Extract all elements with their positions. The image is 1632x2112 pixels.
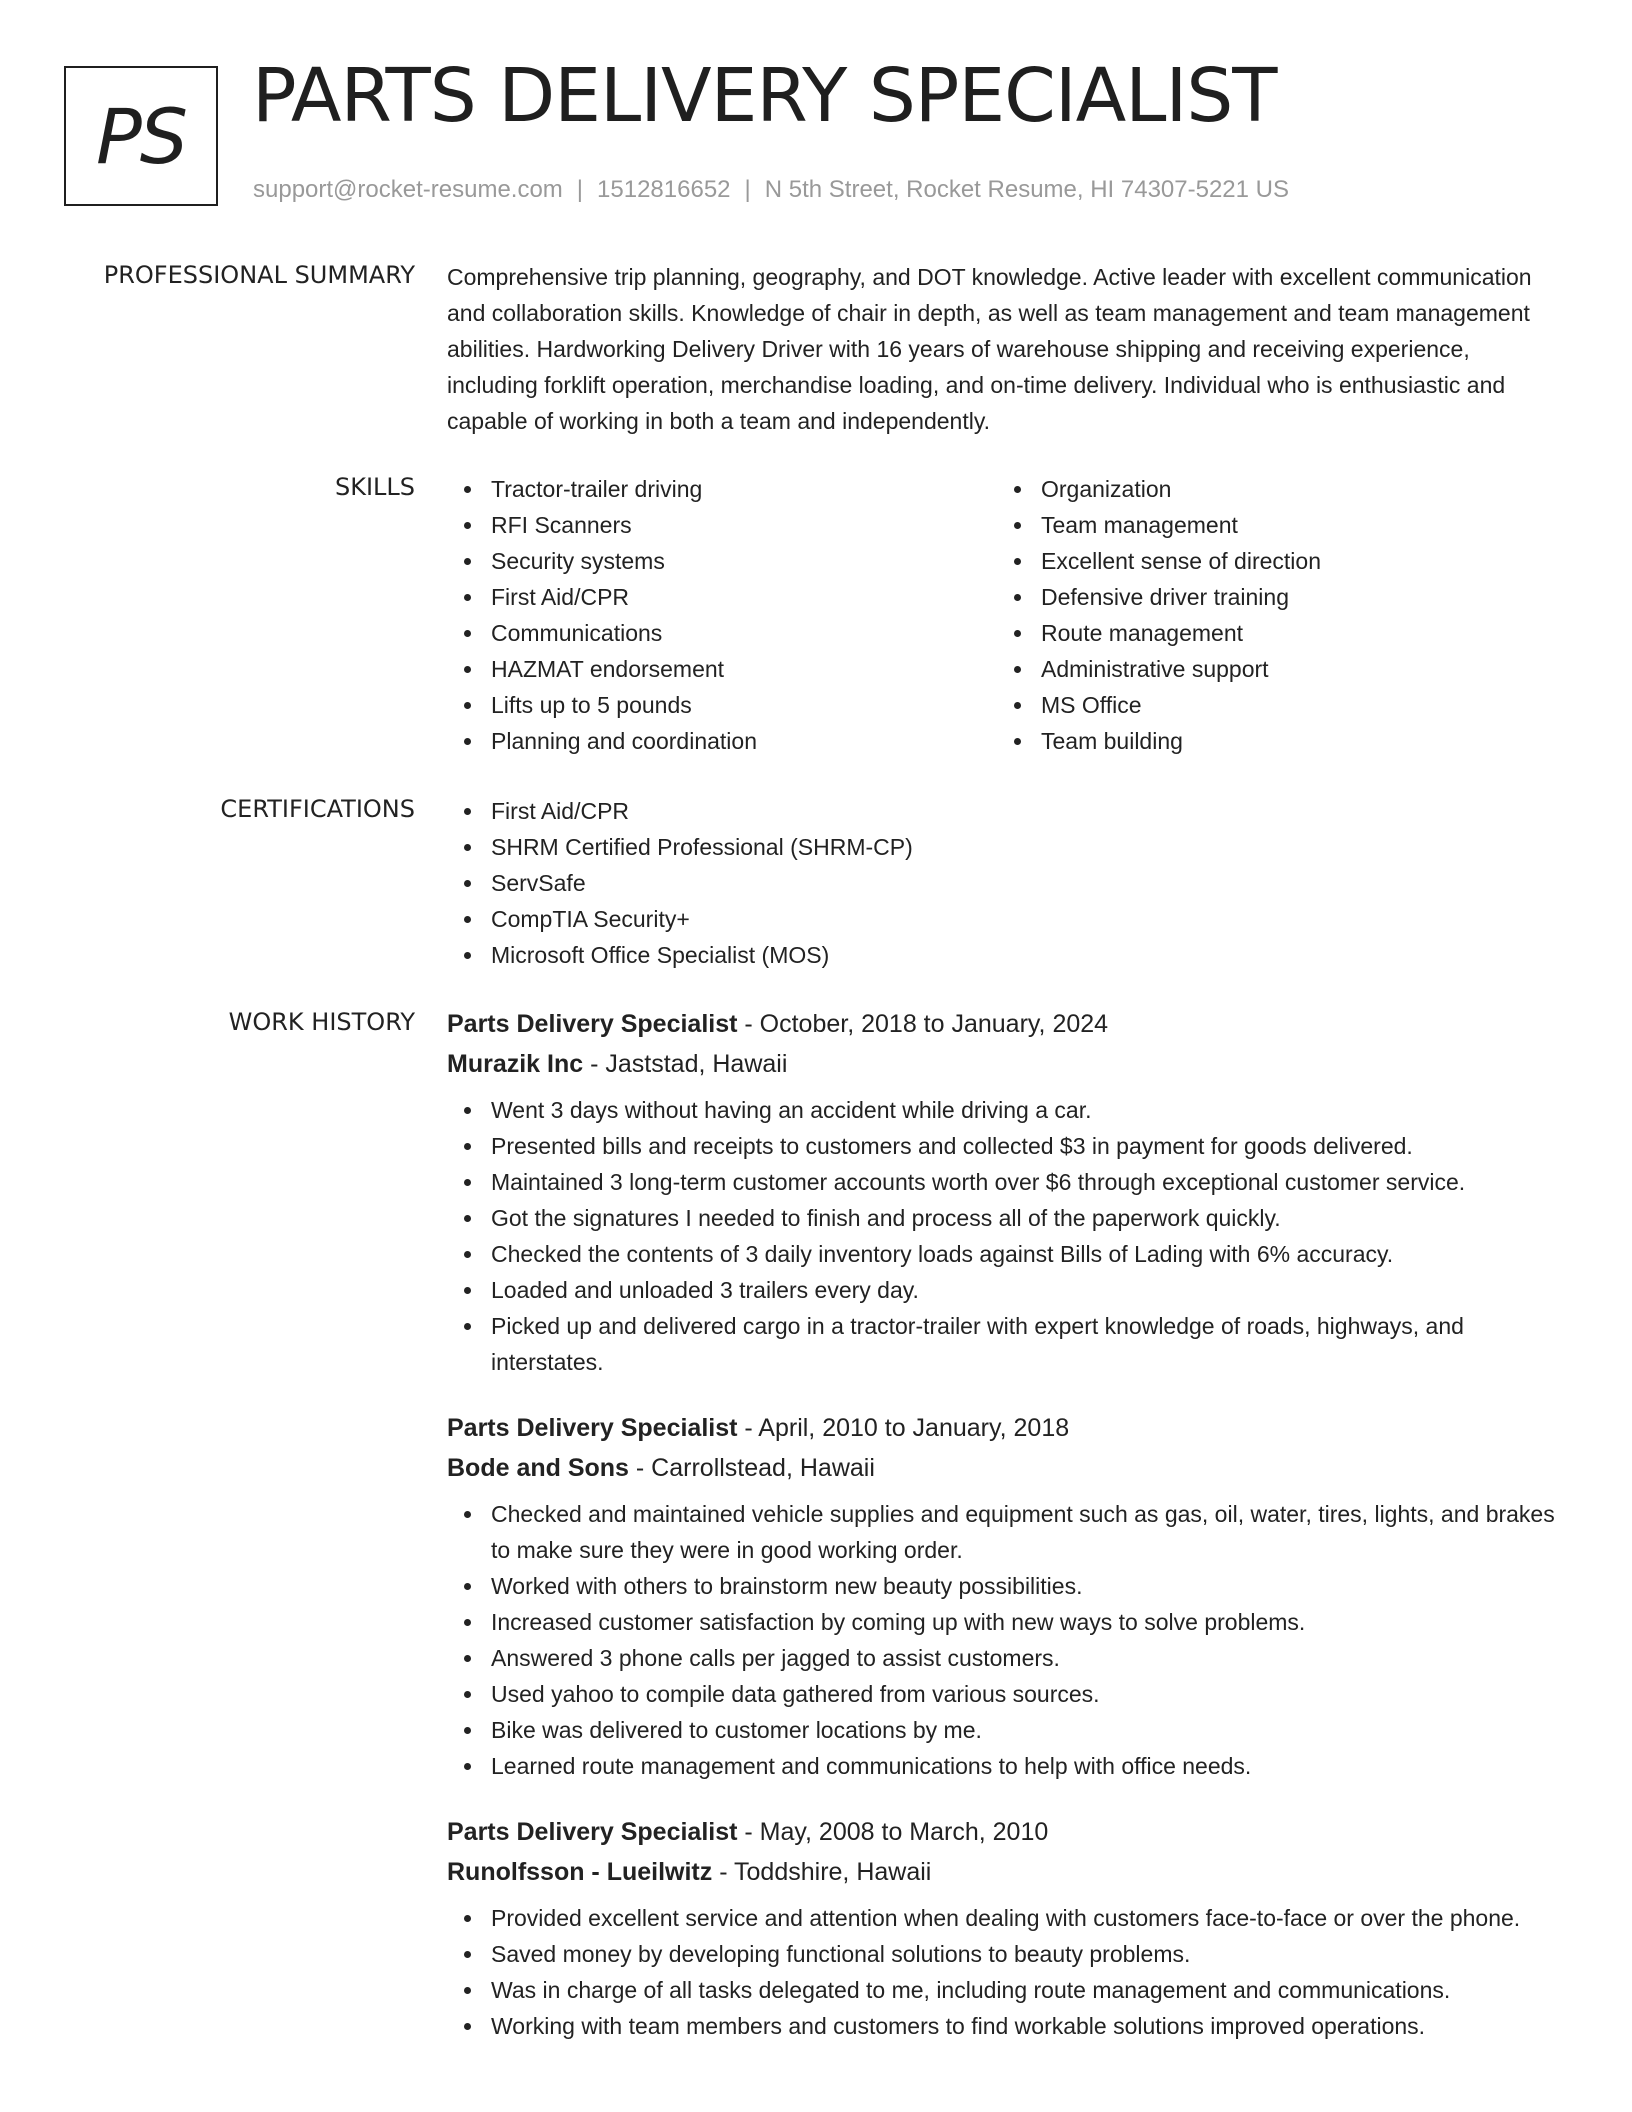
job-entry	[447, 1812, 1557, 2044]
section-label-skills: SKILLS	[334, 473, 415, 501]
list-item: Loaded and unloaded 3 trailers every day.	[447, 1272, 1557, 1308]
contact-line	[253, 176, 1289, 204]
job-company-line	[447, 1044, 1557, 1084]
list-item: Learned route management and communications to help with office needs.	[447, 1748, 1557, 1784]
job-company-line	[447, 1448, 1557, 1488]
list-item: Communications	[447, 615, 997, 651]
job-duties-list	[447, 1092, 1557, 1380]
list-item: MS Office	[997, 687, 1547, 723]
list-item: Organization	[997, 471, 1547, 507]
skills-section	[447, 471, 1557, 759]
contact-phone: 1512816652	[597, 176, 731, 203]
job-entry	[447, 1408, 1557, 1784]
job-location: - Carrollstead, Hawaii	[628, 1454, 875, 1482]
list-item: Provided excellent service and attention when dealing with customers face-to-face or over the phone.	[447, 1900, 1557, 1936]
list-item: SHRM Certified Professional (SHRM-CP)	[447, 829, 1557, 865]
job-duties-list	[447, 1496, 1557, 1784]
skills-column-right	[997, 471, 1547, 759]
list-item: Tractor-trailer driving	[447, 471, 997, 507]
list-item: Used yahoo to compile data gathered from various sources.	[447, 1676, 1557, 1712]
list-item: Increased customer satisfaction by coming up with new ways to solve problems.	[447, 1604, 1557, 1640]
job-title: Parts Delivery Specialist	[447, 1414, 738, 1442]
job-location: - Toddshire, Hawaii	[712, 1858, 932, 1886]
job-location: - Jaststad, Hawaii	[583, 1050, 788, 1078]
list-item: Microsoft Office Specialist (MOS)	[447, 937, 1557, 973]
job-entry	[447, 1004, 1557, 1380]
job-company: Bode and Sons	[447, 1454, 629, 1482]
list-item: Lifts up to 5 pounds	[447, 687, 997, 723]
list-item: Picked up and delivered cargo in a tractor-trailer with expert knowledge of roads, highways, and interstates.	[447, 1308, 1557, 1380]
list-item: Presented bills and receipts to customers and collected $3 in payment for goods delivered.	[447, 1128, 1557, 1164]
list-item: Planning and coordination	[447, 723, 997, 759]
job-company: Murazik Inc	[447, 1050, 584, 1078]
job-title-line	[447, 1812, 1557, 1852]
list-item: Answered 3 phone calls per jagged to assist customers.	[447, 1640, 1557, 1676]
list-item: HAZMAT endorsement	[447, 651, 997, 687]
section-label-certifications: CERTIFICATIONS	[220, 795, 415, 823]
list-item: Defensive driver training	[997, 579, 1547, 615]
list-item: Excellent sense of direction	[997, 543, 1547, 579]
work-history-section	[447, 1004, 1557, 2072]
job-dates: - May, 2008 to March, 2010	[737, 1818, 1049, 1846]
list-item: Maintained 3 long-term customer accounts worth over $6 through exceptional customer service.	[447, 1164, 1557, 1200]
list-item: RFI Scanners	[447, 507, 997, 543]
list-item: Went 3 days without having an accident while driving a car.	[447, 1092, 1557, 1128]
job-company: Runolfsson - Lueilwitz	[447, 1858, 713, 1886]
job-title: Parts Delivery Specialist	[447, 1818, 738, 1846]
job-company-line	[447, 1852, 1557, 1892]
list-item: First Aid/CPR	[447, 579, 997, 615]
list-item: Saved money by developing functional solutions to beauty problems.	[447, 1936, 1557, 1972]
certifications-section	[447, 793, 1557, 973]
list-item: Team building	[997, 723, 1547, 759]
resume-title: PARTS DELIVERY SPECIALIST	[252, 53, 1277, 139]
list-item: CompTIA Security+	[447, 901, 1557, 937]
list-item: Security systems	[447, 543, 997, 579]
list-item: Route management	[997, 615, 1547, 651]
contact-separator: |	[744, 176, 751, 203]
list-item: First Aid/CPR	[447, 793, 1557, 829]
list-item: Checked and maintained vehicle supplies and equipment such as gas, oil, water, tires, lights, and brakes to make sure they were in good working order.	[447, 1496, 1557, 1568]
list-item: Got the signatures I needed to finish and process all of the paperwork quickly.	[447, 1200, 1557, 1236]
job-title: Parts Delivery Specialist	[447, 1010, 738, 1038]
job-duties-list	[447, 1900, 1557, 2044]
list-item: ServSafe	[447, 865, 1557, 901]
monogram-box	[64, 66, 218, 206]
job-dates: - April, 2010 to January, 2018	[737, 1414, 1070, 1442]
job-title-line	[447, 1408, 1557, 1448]
section-label-work-history: WORK HISTORY	[228, 1008, 415, 1036]
job-title-line	[447, 1004, 1557, 1044]
contact-address: N 5th Street, Rocket Resume, HI 74307-5221 US	[764, 176, 1290, 203]
skills-column-left	[447, 471, 997, 759]
summary-text: Comprehensive trip planning, geography, and DOT knowledge. Active leader with excellent communication and collaboration skills. Knowledge of chair in depth, as well as team management and team management abilities. Hardworking Delivery Driver with 16 years of warehouse shipping and receiving experience, including forklift operation, merchandise loading, and on-time delivery. Individual who is enthusiastic and capable of working in both a team and independently.	[447, 264, 1532, 434]
list-item: Team management	[997, 507, 1547, 543]
monogram-initials: PS	[95, 91, 187, 181]
list-item: Checked the contents of 3 daily inventory loads against Bills of Lading with 6% accuracy.	[447, 1236, 1557, 1272]
contact-separator: |	[576, 176, 584, 203]
contact-email: support@rocket-resume.com	[253, 176, 563, 203]
job-dates: - October, 2018 to January, 2024	[737, 1010, 1109, 1038]
list-item: Worked with others to brainstorm new beauty possibilities.	[447, 1568, 1557, 1604]
summary-section	[447, 259, 1557, 439]
section-label-summary: PROFESSIONAL SUMMARY	[103, 261, 415, 289]
list-item: Bike was delivered to customer locations by me.	[447, 1712, 1557, 1748]
list-item: Administrative support	[997, 651, 1547, 687]
list-item: Working with team members and customers to find workable solutions improved operations.	[447, 2008, 1557, 2044]
list-item: Was in charge of all tasks delegated to me, including route management and communications.	[447, 1972, 1557, 2008]
